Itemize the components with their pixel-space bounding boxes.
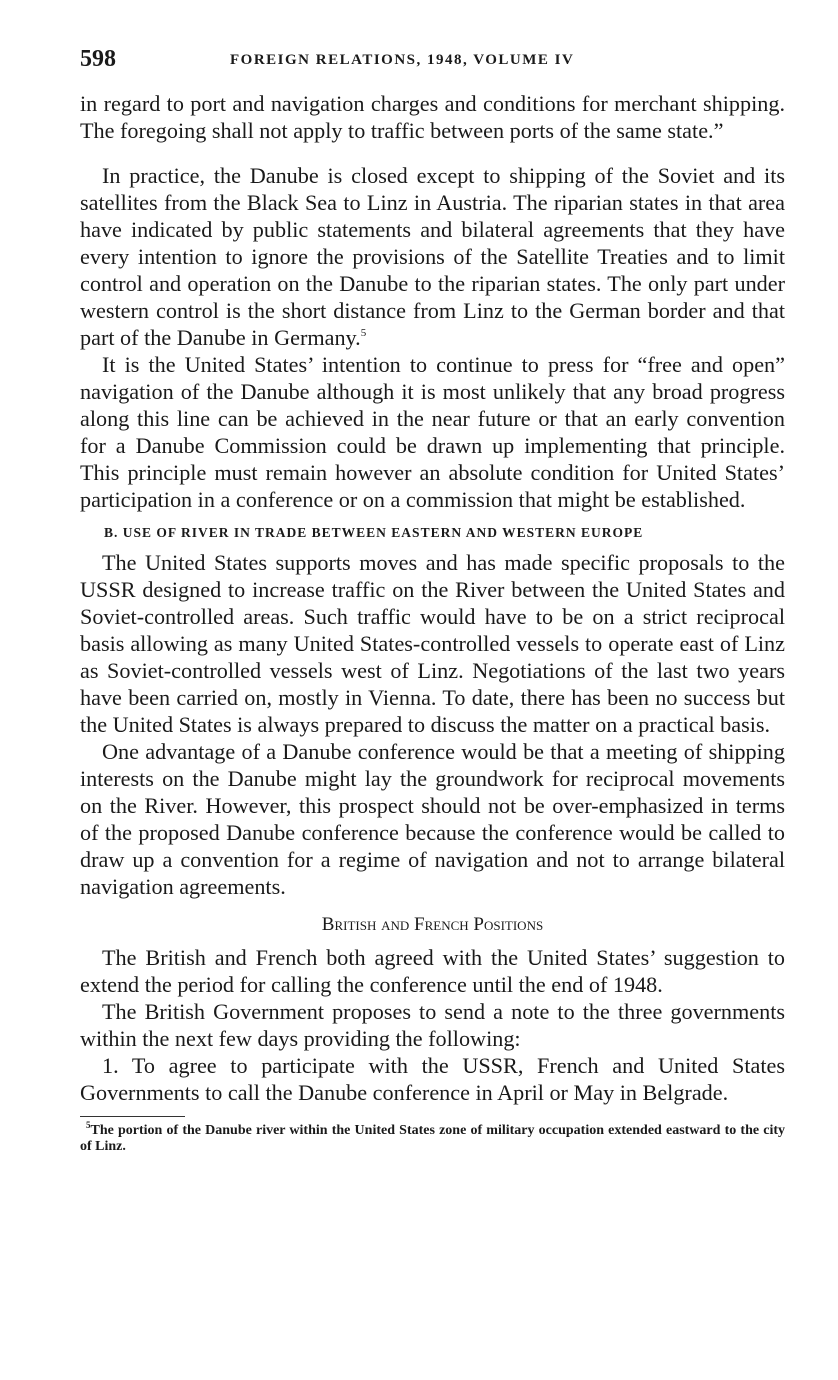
footnote-mark: 5 [86,1120,91,1130]
paragraph-conference-advantage: One advantage of a Danube conference would be that a meeting of shipping interests on the Danube might lay the groundwork for reciprocal movements on the River. However, this prospect should not be over-emphasized in terms of the proposed Danube conference because the conference would be called to draw up a convention for a regime of navigation and not to arrange bilateral navigation agreements. [80,739,785,899]
footnote-reference: 5 [360,327,367,339]
footnote-text: The portion of the Danube river within the United States zone of military occupation extended eastward to the city of Linz. [80,1123,785,1154]
running-head-title: FOREIGN RELATIONS, 1948, VOLUME IV [230,52,575,68]
page-number: 598 [80,46,116,72]
paragraph-british-note: The British Government proposes to send a note to the three governments within the next few days providing the following: [80,999,785,1051]
paragraph-item-1: 1. To agree to participate with the USSR, French and United States Governments to call the Danube conference in April or May in Belgrade. [80,1053,785,1105]
body-text [80,90,785,1106]
document-page [80,46,785,1155]
paragraph-continuation: in regard to port and navigation charges and conditions for merchant shipping. The foregoing shall not apply to traffic between ports of the same state.” [80,91,785,143]
footnote-divider [80,1116,185,1117]
section-heading: British and French Positions [321,914,544,935]
running-head [80,46,785,80]
paragraph-us-proposals: The United States supports moves and has made specific proposals to the USSR designed to increase traffic on the River between the United States and Soviet-controlled areas. Such traffic would have to be on a strict reciprocal basis allowing as many United States-controlled vessels to operate east of Linz as Soviet-controlled vessels west of Linz. Negotiations of the last two years have been carried on, mostly in Vienna. To date, there has been no success but the United States is always prepared to discuss the matter on a practical basis. [80,550,785,737]
paragraph-danube-closed [80,162,785,351]
subsection-heading: B. USE OF RIVER IN TRADE BETWEEN EASTERN AND WESTERN EUROPE [104,525,644,540]
paragraph-british-french: The British and French both agreed with the United States’ suggestion to extend the period for calling the conference until the end of 1948. [80,945,785,997]
paragraph-us-intention: It is the United States’ intention to continue to press for “free and open” navigation of the Danube although it is most unlikely that any broad progress along this line can be achieved in the near future or that an early convention for a Danube Commission could be drawn up implementing that principle. This principle must remain however an absolute condition for United States’ participation in a conference or on a commission that might be established. [80,352,785,512]
paragraph-text: In practice, the Danube is closed except to shipping of the Soviet and its satellites from the Black Sea to Linz in Austria. The riparian states in that area have indicated by public statements and bilateral agreements that they have every intention to ignore the provisions of the Satellite Treaties and to limit control and operation on the Danube to the riparian states. The only part under western control is the short distance from Linz to the German border and that part of the Danube in Germany. [80,163,785,350]
footnote [80,1120,785,1155]
